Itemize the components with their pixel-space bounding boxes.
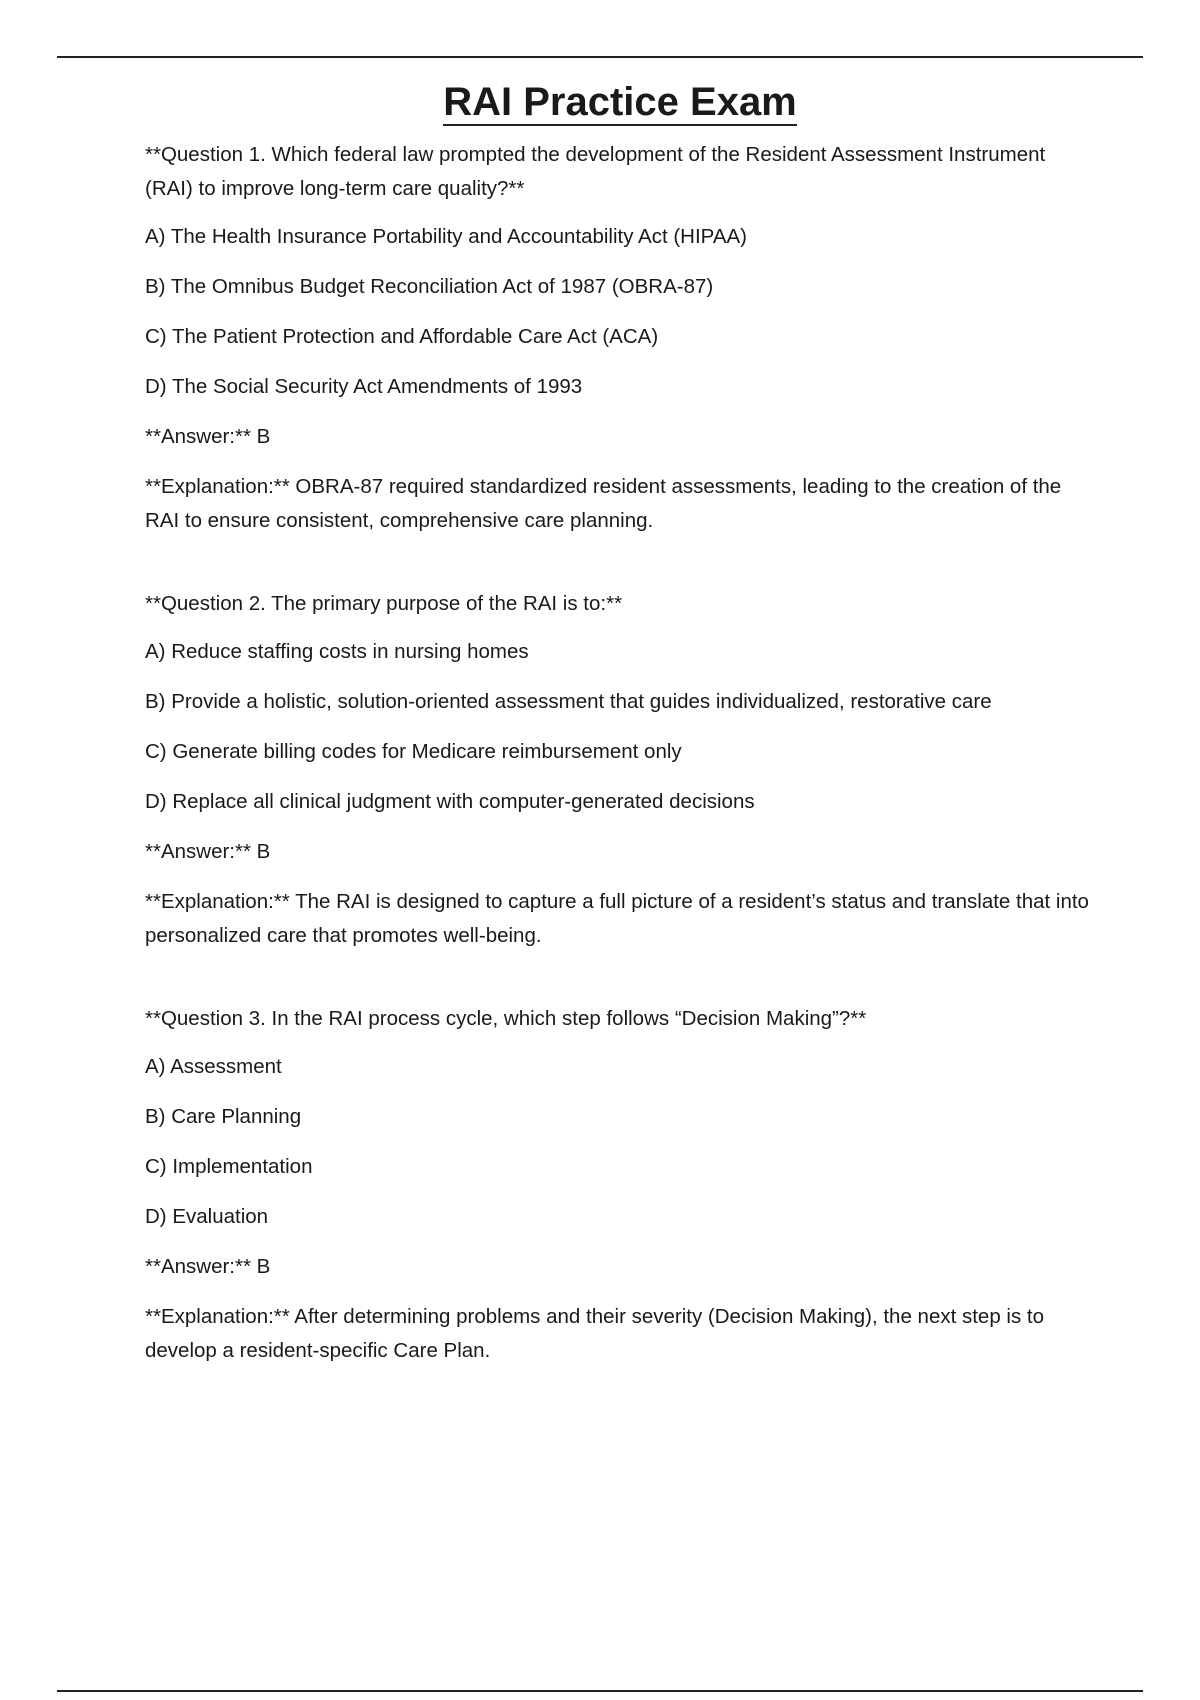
question-3-option-b: B) Care Planning [145,1105,302,1128]
question-2-explanation: **Explanation:** The RAI is designed to capture a full picture of a resident’s status and translate that into personalized care that promotes well-being. [145,890,1089,947]
question-1-stem: **Question 1. Which federal law prompted the development of the Resident Assessment Instrument (RAI) to improve long-term care quality?** [145,143,1046,200]
question-1-option-c: C) The Patient Protection and Affordable Care Act (ACA) [145,325,659,348]
question-2-stem: **Question 2. The primary purpose of the RAI is to:** [145,592,623,615]
question-2-option-a: A) Reduce staffing costs in nursing homes [145,640,529,663]
page-content [145,76,1095,1368]
question-3-answer: **Answer:** B [145,1255,271,1278]
page-title [145,76,1095,128]
question-1-answer: **Answer:** B [145,425,271,448]
question-1-explanation: **Explanation:** OBRA-87 required standardized resident assessments, leading to the creation of the RAI to ensure consistent, comprehensive care planning. [145,475,1062,532]
question-3-option-a: A) Assessment [145,1055,282,1078]
page-title-text: RAI Practice Exam [443,80,797,124]
question-2-answer: **Answer:** B [145,840,271,863]
question-3-explanation: **Explanation:** After determining problems and their severity (Decision Making), the next step is to develop a resident-specific Care Plan. [145,1305,1045,1362]
question-1 [145,138,1095,538]
question-1-option-b: B) The Omnibus Budget Reconciliation Act of 1987 (OBRA-87) [145,275,714,298]
bottom-rule [57,1690,1143,1692]
top-rule [57,56,1143,58]
question-2-option-b: B) Provide a holistic, solution-oriented assessment that guides individualized, restorative care [145,690,992,713]
question-2-option-c: C) Generate billing codes for Medicare reimbursement only [145,740,682,763]
question-1-option-a: A) The Health Insurance Portability and Accountability Act (HIPAA) [145,225,748,248]
question-3 [145,1002,1095,1368]
question-3-option-d: D) Evaluation [145,1205,269,1228]
question-3-stem: **Question 3. In the RAI process cycle, which step follows “Decision Making”?** [145,1007,867,1030]
question-2-option-d: D) Replace all clinical judgment with computer-generated decisions [145,790,755,813]
question-2 [145,587,1095,953]
question-1-option-d: D) The Social Security Act Amendments of 1993 [145,375,583,398]
question-3-option-c: C) Implementation [145,1155,313,1178]
